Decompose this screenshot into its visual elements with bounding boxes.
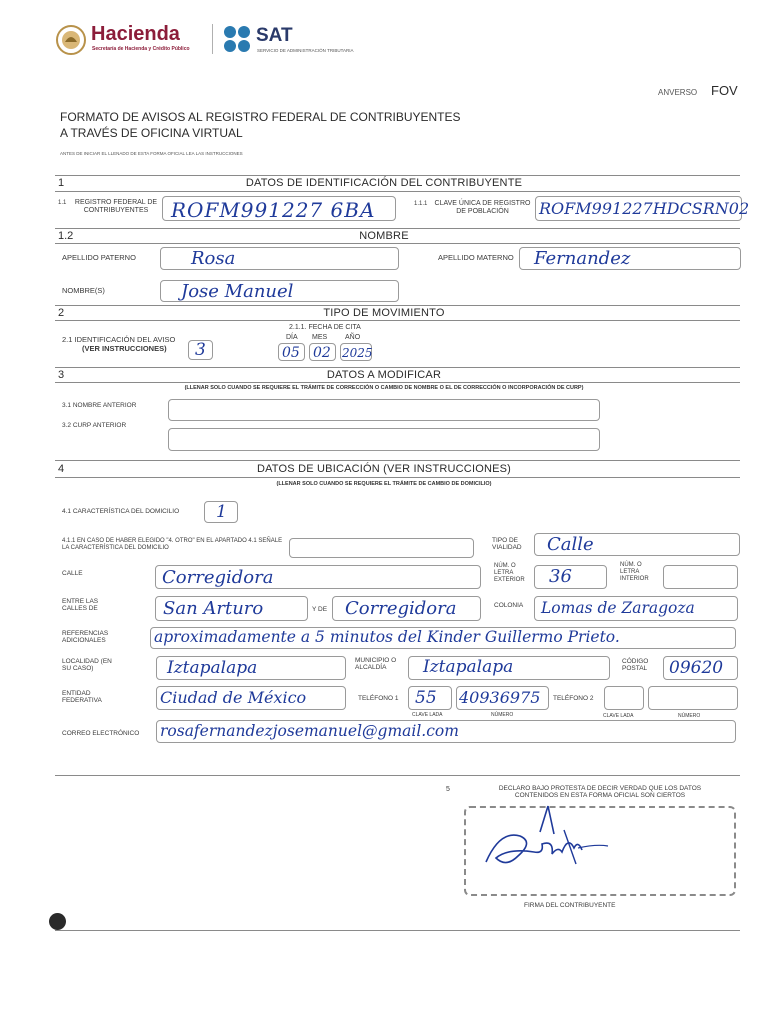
telefono-1-label: TELÉFONO 1 (358, 695, 399, 702)
apellido-materno-field[interactable] (519, 247, 741, 270)
vialidad-value: Calle (547, 534, 594, 555)
form-title-line-2: A TRAVÉS DE OFICINA VIRTUAL (60, 126, 243, 140)
y-de-label: Y DE (312, 606, 328, 613)
aviso-label: 2.1 IDENTIFICACIÓN DEL AVISO (62, 335, 176, 344)
codigo-postal-value: 09620 (669, 658, 724, 678)
section-5-number: 5 (446, 786, 450, 793)
apellido-materno-value: Fernandez (534, 248, 631, 269)
firma-label: FIRMA DEL CONTRIBUYENTE (524, 902, 616, 909)
caracteristica-field[interactable] (204, 501, 238, 523)
sat-logo (222, 22, 382, 58)
section-1-top-rule (55, 175, 740, 176)
rfc-field[interactable] (162, 196, 396, 221)
section-4-title: DATOS DE UBICACIÓN (VER INSTRUCCIONES) (256, 463, 512, 475)
section-3-title: DATOS A MODIFICAR (326, 369, 442, 381)
nombres-field[interactable] (160, 280, 399, 302)
hacienda-logo (55, 22, 225, 58)
section-1-bottom-rule (55, 191, 740, 192)
nombre-anterior-label: 3.1 NOMBRE ANTERIOR (62, 402, 137, 409)
num-ext-label: NÚM. O LETRA EXTERIOR (494, 563, 525, 583)
section-2-title: TIPO DE MOVIMIENTO (323, 307, 445, 319)
telefono-1-lada-caption: CLAVE LADA (412, 712, 443, 718)
nombres-label: NOMBRE(S) (62, 286, 105, 295)
section-4-bottom-rule (55, 477, 740, 478)
municipio-field[interactable] (408, 656, 610, 680)
entre-calles-value: San Arturo (163, 598, 264, 619)
section-2-bottom-rule (55, 320, 740, 321)
anio-field[interactable] (340, 343, 372, 361)
sat-dots-icon (222, 24, 254, 56)
anverso-label: ANVERSO (658, 88, 698, 97)
codigo-postal-field[interactable] (663, 656, 738, 680)
num-int-label: NÚM. O LETRA INTERIOR (620, 562, 649, 582)
telefono-1-numero-field[interactable] (456, 686, 549, 710)
vialidad-field[interactable] (534, 533, 740, 556)
correo-value: rosafernandezjosemanuel@gmail.com (160, 722, 459, 740)
instructions-note: ANTES DE INICIAR EL LLENADO DE ESTA FORMA OFICIAL LEA LAS INSTRUCCIONES (60, 151, 243, 156)
telefono-2-numero-caption: NÚMERO (678, 713, 701, 719)
section-3-note: (LLENAR SOLO CUANDO SE REQUIERE EL TRÁMITE DE CORRECCIÓN O CAMBIO DE NOMBRE O EL DE CORRECCIÓN O INCORPORACIÓN DE CURP) (184, 385, 584, 391)
caracteristica-value: 1 (216, 502, 227, 522)
mexico-coat-of-arms-icon (55, 24, 87, 56)
localidad-label: LOCALIDAD (EN SU CASO) (62, 658, 112, 673)
section-12-number: 1.2 (58, 230, 74, 242)
section-4-number: 4 (58, 463, 65, 475)
localidad-field[interactable] (156, 656, 346, 680)
num-int-field[interactable] (663, 565, 738, 589)
section-12-title: NOMBRE (359, 230, 409, 242)
section-3-number: 3 (58, 369, 65, 381)
y-de-field[interactable] (332, 596, 481, 621)
signature-drawing (478, 800, 628, 890)
calle-label: CALLE (62, 570, 83, 577)
anio-value: 2025 (342, 346, 373, 360)
entidad-field[interactable] (156, 686, 346, 710)
otro-label: 4.1.1 EN CASO DE HABER ELEGIDO "4. OTRO" EN EL APARTADO 4.1 SEÑALE LA CARACTERÍSTICA DEL DOMICILIO (62, 538, 283, 551)
municipio-label: MUNICIPIO O ALCALDÍA (355, 657, 397, 672)
entidad-value: Ciudad de México (160, 688, 307, 707)
aviso-field[interactable] (188, 340, 213, 360)
apellido-materno-label: APELLIDO MATERNO (438, 253, 514, 262)
municipio-value: Iztapalapa (423, 657, 514, 677)
apellido-paterno-value: Rosa (191, 248, 236, 269)
section-2-top-rule (55, 305, 740, 306)
referencias-field[interactable] (150, 627, 736, 649)
apellido-paterno-label: APELLIDO PATERNO (62, 253, 136, 262)
localidad-value: Iztapalapa (167, 658, 258, 678)
entidad-label: ENTIDAD FEDERATIVA (62, 690, 102, 705)
num-ext-field[interactable] (534, 565, 607, 589)
section-12-top-rule (55, 228, 740, 229)
hacienda-name: Hacienda (91, 23, 180, 45)
header-divider (212, 24, 213, 54)
rfc-label: REGISTRO FEDERAL DE CONTRIBUYENTES (74, 199, 158, 215)
telefono-1-lada-value: 55 (415, 688, 437, 708)
nombre-anterior-field[interactable] (168, 399, 600, 421)
section-4-note: (LLENAR SOLO CUANDO SE REQUIERE EL TRÁMITE DE CAMBIO DE DOMICILIO) (276, 481, 492, 487)
aviso-value: 3 (195, 340, 206, 360)
section-5-top-rule (55, 775, 740, 776)
section-12-bottom-rule (55, 243, 740, 244)
sat-name: SAT (256, 25, 293, 46)
curp-number: 1.1.1 (414, 201, 428, 207)
codigo-postal-label: CÓDIGO POSTAL (622, 658, 649, 673)
telefono-2-label: TELÉFONO 2 (553, 695, 594, 702)
anio-label: AÑO (345, 334, 361, 341)
colonia-label: COLONIA (494, 602, 524, 609)
mes-value: 02 (313, 345, 331, 361)
aviso-instructions-label: (VER INSTRUCCIONES) (82, 344, 167, 353)
dia-field[interactable] (278, 343, 305, 361)
curp-value: ROFM991227HDCSRN02 (539, 199, 750, 218)
section-1-title: DATOS DE IDENTIFICACIÓN DEL CONTRIBUYENTE (245, 177, 523, 189)
section-2-number: 2 (58, 307, 65, 319)
entre-calles-label: ENTRE LAS CALLES DE (62, 598, 99, 613)
colonia-value: Lomas de Zaragoza (541, 599, 695, 617)
apellido-paterno-field[interactable] (160, 247, 399, 270)
rfc-number: 1.1 (58, 200, 67, 206)
section-4-top-rule (55, 460, 740, 461)
entre-calles-field[interactable] (155, 596, 308, 621)
section-3-bottom-rule (55, 382, 740, 383)
telefono-1-numero-value: 40936975 (459, 688, 541, 707)
vialidad-label: TIPO DE VIALIDAD (492, 537, 522, 552)
caracteristica-label: 4.1 CARACTERÍSTICA DEL DOMICILIO (62, 508, 180, 515)
dia-value: 05 (282, 345, 300, 361)
referencias-value: aproximadamente a 5 minutos del Kinder Guillermo Prieto. (154, 628, 620, 646)
form-title-line-1: FORMATO DE AVISOS AL REGISTRO FEDERAL DE CONTRIBUYENTES (60, 110, 461, 124)
signature-area[interactable] (464, 806, 736, 896)
curp-field[interactable] (535, 196, 750, 221)
section-1-number: 1 (58, 177, 65, 189)
declaracion-text: DECLARO BAJO PROTESTA DE DECIR VERDAD QUE LOS DATOS CONTENIDOS EN ESTA FORMA OFICIAL SON CIERTOS (498, 785, 702, 800)
curp-label: CLAVE ÚNICA DE REGISTRO DE POBLACIÓN (434, 200, 531, 216)
telefono-2-numero-field[interactable] (648, 686, 738, 710)
section-3-top-rule (55, 367, 740, 368)
nombres-value: Jose Manuel (181, 281, 294, 302)
bottom-rule (55, 930, 740, 931)
y-de-value: Corregidora (345, 598, 457, 619)
dia-label: DÍA (286, 334, 298, 341)
calle-value: Corregidora (162, 567, 274, 588)
referencias-label: REFERENCIAS ADICIONALES (62, 630, 109, 645)
telefono-1-lada-field[interactable] (408, 686, 452, 710)
otro-field[interactable] (289, 538, 474, 558)
mes-field[interactable] (309, 343, 336, 361)
rfc-value: ROFM991227 6BA (171, 198, 376, 222)
mes-label: MES (312, 334, 328, 341)
sat-subtitle: SERVICIO DE ADMINISTRACIÓN TRIBUTARIA (257, 48, 354, 53)
form-code: FOV (711, 83, 738, 98)
colonia-field[interactable] (534, 596, 738, 621)
curp-anterior-field[interactable] (168, 428, 600, 451)
punch-hole (49, 913, 66, 930)
fecha-cita-label: 2.1.1. FECHA DE CITA (289, 324, 361, 331)
telefono-2-lada-field[interactable] (604, 686, 644, 710)
telefono-1-numero-caption: NÚMERO (491, 712, 514, 718)
hacienda-subtitle: Secretaría de Hacienda y Crédito Público (92, 46, 190, 52)
correo-label: CORREO ELECTRÓNICO (62, 730, 140, 737)
curp-anterior-label: 3.2 CURP ANTERIOR (62, 422, 127, 429)
telefono-2-lada-caption: CLAVE LADA (603, 713, 634, 719)
correo-field[interactable] (156, 720, 736, 743)
calle-field[interactable] (155, 565, 481, 589)
num-ext-value: 36 (549, 566, 572, 587)
